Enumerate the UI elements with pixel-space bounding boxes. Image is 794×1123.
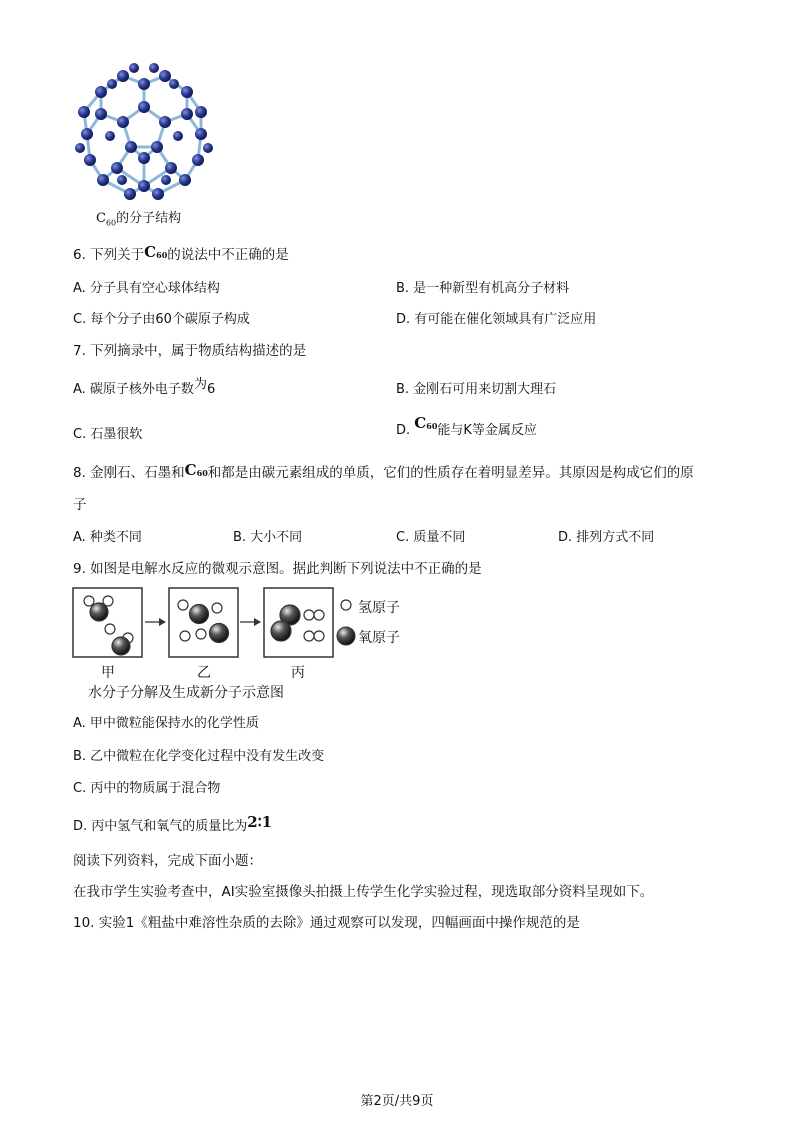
- q6-option-c[interactable]: C. 每个分子由60个碳原子构成: [73, 312, 250, 327]
- q8-option-b[interactable]: B. 大小不同: [233, 530, 303, 545]
- q8-option-a[interactable]: A. 种类不同: [73, 530, 142, 545]
- c60-figure-caption: $C_{60}$的分子结构: [96, 211, 182, 228]
- q9-option-a[interactable]: A. 甲中微粒能保持水的化学性质: [73, 716, 259, 731]
- question-10-stem: 10. 实验1《粗盐中难溶性杂质的去除》通过观察可以发现，四幅画面中操作规范的是: [73, 915, 580, 931]
- diagram-label-yi: 乙: [197, 665, 211, 681]
- q9-option-d[interactable]: D. 丙中氢气和氧气的质量比为2∶1: [73, 813, 273, 834]
- q7-option-b[interactable]: B. 金刚石可用来切割大理石: [396, 382, 557, 397]
- reading-intro: 阅读下列资料，完成下面小题：: [73, 853, 262, 869]
- q8-option-c[interactable]: C. 质量不同: [396, 530, 466, 545]
- diagram-caption: 水分子分解及生成新分子示意图: [88, 685, 284, 701]
- q8-option-d[interactable]: D. 排列方式不同: [558, 530, 655, 545]
- c60-molecule-figure: [70, 62, 218, 202]
- q9-option-c[interactable]: C. 丙中的物质属于混合物: [73, 781, 221, 796]
- c60-formula: $C_{60}$: [184, 461, 208, 479]
- c60-formula: $C_{60}$: [414, 414, 438, 432]
- question-8-stem-line2: 子: [73, 497, 87, 513]
- diagram-label-bing: 丙: [291, 665, 305, 681]
- q7-option-c[interactable]: C. 石墨很软: [73, 427, 143, 442]
- q6-option-d[interactable]: D. 有可能在催化领域具有广泛应用: [396, 312, 597, 327]
- q9-option-b[interactable]: B. 乙中微粒在化学变化过程中没有发生改变: [73, 749, 325, 764]
- q6-option-b[interactable]: B. 是一种新型有机高分子材料: [396, 281, 570, 296]
- legend-oxygen-atom: 氧原子: [358, 630, 400, 646]
- q6-option-a[interactable]: A. 分子具有空心球体结构: [73, 281, 220, 296]
- question-8-stem-line1: 8. 金刚石、石墨和$C_{60}$和都是由碳元素组成的单质，它们的性质存在着明显差异。其原因是构成它们的原: [73, 461, 694, 481]
- question-9-stem: 9. 如图是电解水反应的微观示意图。据此判断下列说法中不正确的是: [73, 561, 482, 577]
- reading-text: 在我市学生实验考查中，AI实验室摄像头拍摄上传学生化学实验过程，现选取部分资料呈现如下。: [73, 884, 654, 900]
- q7-option-a[interactable]: A. 碳原子核外电子数为6: [73, 377, 216, 397]
- q7-option-d[interactable]: D. $C_{60}$能与K等金属反应: [396, 414, 537, 438]
- legend-hydrogen-atom: 氢原子: [358, 600, 400, 616]
- page-number: 第2页/共9页: [360, 1094, 434, 1109]
- question-6-stem: 6. 下列关于$C_{60}$的说法中不正确的是: [73, 243, 289, 263]
- c60-formula: $C_{60}$: [144, 243, 168, 261]
- diagram-label-jia: 甲: [101, 665, 115, 681]
- question-7-stem: 7. 下列摘录中，属于物质结构描述的是: [73, 343, 307, 359]
